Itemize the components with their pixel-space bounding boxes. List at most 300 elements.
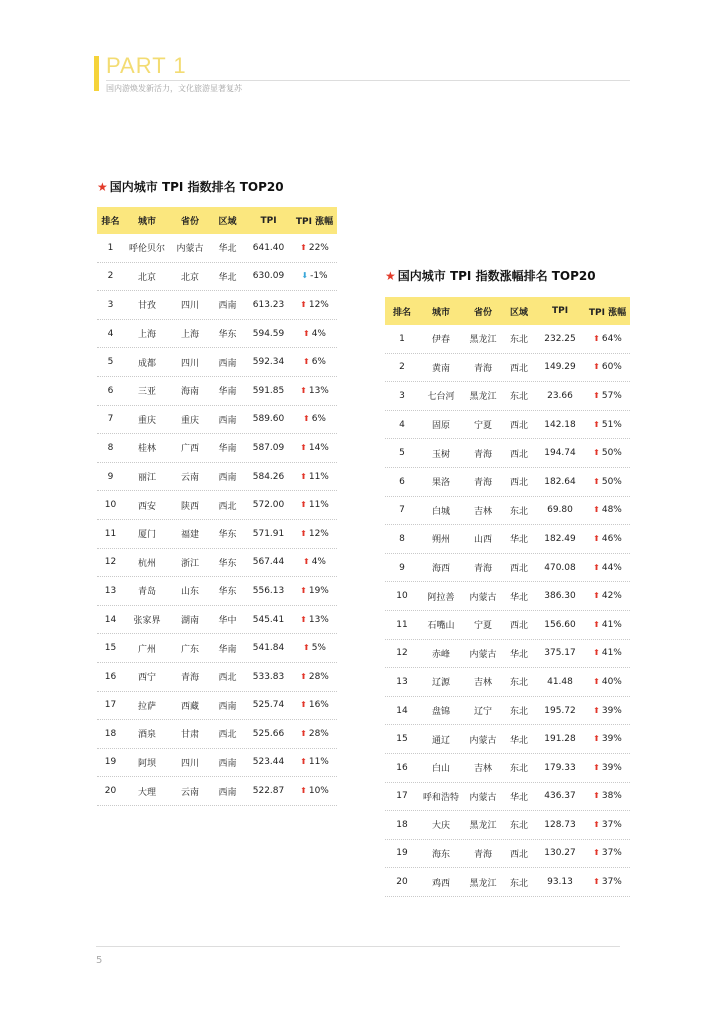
change-value: 51%: [601, 419, 622, 430]
change-value: 4%: [311, 557, 326, 568]
page-number: 5: [96, 955, 103, 966]
cell-region: 东北: [509, 506, 528, 517]
change-value: 22%: [308, 242, 329, 253]
cell-region: 华北: [509, 535, 528, 546]
arrow-up-icon: ⬆: [593, 734, 600, 744]
cell-rank: 9: [399, 562, 405, 573]
cell-province: 宁夏: [473, 421, 492, 432]
cell-region: 西南: [218, 758, 237, 769]
cell-province: 黑龙江: [469, 821, 497, 832]
cell-change: [585, 362, 630, 372]
cell-region: 西北: [509, 478, 528, 489]
cell-tpi: 567.44: [252, 557, 285, 568]
cell-tpi: 142.18: [544, 419, 576, 430]
cell-tpi: 592.34: [252, 357, 285, 368]
cell-rank: 14: [104, 614, 117, 625]
cell-region: 西北: [218, 730, 237, 741]
change-value: 6%: [311, 414, 326, 425]
cell-province: 内蒙古: [469, 735, 497, 746]
cell-region: 华东: [218, 330, 237, 341]
cell-province: 云南: [180, 787, 199, 798]
change-value: 6%: [311, 357, 326, 368]
cell-province: 吉林: [473, 506, 492, 517]
cell-rank: 13: [104, 585, 117, 596]
change-value: 64%: [601, 333, 622, 344]
cell-region: 东北: [509, 678, 528, 689]
cell-tpi: 525.74: [252, 700, 285, 711]
change-value: 39%: [601, 705, 622, 716]
cell-change: [585, 648, 630, 658]
table-row: [97, 634, 337, 663]
cell-change: [585, 677, 630, 687]
change-value: 42%: [601, 591, 622, 602]
cell-region: 西北: [509, 363, 528, 374]
cell-change: [585, 420, 630, 430]
cell-region: 华东: [218, 587, 237, 598]
table-row: [97, 663, 337, 692]
cell-region: 西北: [218, 673, 237, 684]
arrow-up-icon: ⬆: [593, 362, 600, 372]
cell-tpi: 572.00: [252, 500, 285, 511]
change-value: 41%: [601, 619, 622, 630]
cell-city: 成都: [137, 358, 156, 369]
change-value: 12%: [308, 299, 329, 310]
part-label: PART 1: [106, 53, 187, 78]
table-row: [385, 525, 630, 554]
column-header: 排名: [101, 217, 120, 227]
table-row: [385, 611, 630, 640]
cell-rank: 7: [107, 414, 114, 425]
cell-change: [292, 786, 337, 796]
cell-tpi: 128.73: [544, 819, 576, 830]
change-value: 46%: [601, 533, 622, 544]
cell-region: 华北: [509, 592, 528, 603]
cell-change: [585, 820, 630, 830]
arrow-up-icon: ⬆: [303, 357, 310, 367]
cell-tpi: 613.23: [252, 299, 285, 310]
cell-rank: 18: [396, 819, 408, 830]
cell-rank: 9: [107, 471, 114, 482]
cell-change: [585, 877, 630, 887]
arrow-up-icon: ⬆: [300, 528, 307, 538]
change-value: 28%: [308, 728, 329, 739]
cell-city: 盘锦: [431, 707, 450, 718]
cell-change: [585, 763, 630, 773]
arrow-up-icon: ⬆: [300, 442, 307, 452]
section-subtitle: 国内游焕发新活力，文化旅游显著复苏: [106, 84, 242, 93]
cell-city: 杭州: [137, 558, 156, 569]
cell-change: [292, 386, 337, 396]
cell-city: 果洛: [431, 478, 450, 489]
cell-rank: 14: [396, 705, 408, 716]
cell-province: 内蒙古: [176, 244, 204, 255]
arrow-up-icon: ⬆: [593, 333, 600, 343]
cell-city: 西安: [137, 501, 156, 512]
cell-tpi: 191.28: [544, 734, 576, 745]
cell-city: 海东: [431, 849, 450, 860]
change-value: 40%: [601, 676, 622, 687]
cell-province: 重庆: [180, 415, 199, 426]
cell-rank: 13: [396, 676, 408, 687]
footer-divider: [96, 946, 620, 947]
cell-change: [585, 791, 630, 801]
cell-province: 福建: [180, 530, 199, 541]
cell-region: 西北: [509, 564, 528, 575]
cell-province: 山西: [473, 535, 492, 546]
cell-province: 西藏: [180, 701, 199, 712]
arrow-up-icon: ⬆: [593, 562, 600, 572]
cell-city: 上海: [137, 330, 156, 341]
star-icon: ★: [97, 180, 108, 194]
arrow-up-icon: ⬆: [593, 591, 600, 601]
cell-change: [585, 620, 630, 630]
change-value: 50%: [601, 476, 622, 487]
table-row: [97, 291, 337, 320]
table-row: [97, 577, 337, 606]
cell-region: 华南: [218, 644, 237, 655]
arrow-up-icon: ⬆: [300, 728, 307, 738]
cell-city: 桂林: [137, 444, 156, 455]
cell-rank: 18: [104, 728, 117, 739]
table-row: [97, 491, 337, 520]
header-divider: [106, 80, 630, 81]
cell-city: 大理: [137, 787, 156, 798]
cell-region: 西南: [218, 701, 237, 712]
cell-province: 吉林: [473, 764, 492, 775]
change-value: 11%: [308, 500, 329, 511]
arrow-up-icon: ⬆: [300, 585, 307, 595]
cell-change: [585, 734, 630, 744]
cell-province: 内蒙古: [469, 649, 497, 660]
cell-city: 厦门: [137, 530, 156, 541]
table2-title-text: 国内城市 TPI 指数涨幅排名 TOP20: [397, 269, 596, 283]
arrow-up-icon: ⬆: [300, 757, 307, 767]
cell-city: 西宁: [137, 673, 156, 684]
cell-city: 阿拉善: [427, 592, 455, 603]
cell-tpi: 182.64: [544, 476, 576, 487]
cell-tpi: 533.83: [252, 671, 285, 682]
table-row: [385, 697, 630, 726]
cell-change: [292, 443, 337, 453]
change-value: 50%: [601, 448, 622, 459]
column-header: 区域: [218, 217, 237, 227]
cell-province: 上海: [180, 330, 199, 341]
cell-change: [585, 534, 630, 544]
cell-change: [585, 334, 630, 344]
change-value: 10%: [308, 786, 329, 797]
cell-city: 通辽: [431, 735, 450, 746]
cell-city: 鸡西: [431, 878, 450, 889]
cell-change: [292, 615, 337, 625]
cell-city: 呼和浩特: [422, 792, 459, 803]
arrow-up-icon: ⬆: [300, 242, 307, 252]
cell-rank: 5: [107, 357, 114, 368]
cell-region: 西北: [509, 449, 528, 460]
arrow-up-icon: ⬆: [593, 676, 600, 686]
cell-city: 石嘴山: [427, 621, 455, 632]
column-header: TPI 涨幅: [588, 307, 627, 318]
cell-tpi: 522.87: [252, 786, 285, 797]
cell-tpi: 41.48: [547, 676, 573, 687]
cell-region: 华南: [218, 444, 237, 455]
arrow-up-icon: ⬆: [593, 533, 600, 543]
cell-city: 七台河: [427, 392, 455, 403]
cell-city: 酒泉: [137, 730, 156, 741]
cell-tpi: 584.26: [252, 471, 285, 482]
cell-city: 拉萨: [137, 701, 156, 712]
table-row: [385, 868, 630, 897]
cell-tpi: 525.66: [252, 728, 285, 739]
cell-city: 白山: [431, 764, 450, 775]
cell-province: 黑龙江: [469, 335, 497, 346]
change-value: 39%: [601, 762, 622, 773]
change-value: 37%: [601, 877, 622, 888]
cell-region: 华北: [509, 792, 528, 803]
cell-rank: 3: [107, 299, 114, 310]
table-row: [97, 720, 337, 749]
cell-province: 广西: [180, 444, 199, 455]
arrow-up-icon: ⬆: [593, 419, 600, 429]
cell-province: 青海: [473, 564, 492, 575]
table-row: [385, 411, 630, 440]
table-row: [97, 463, 337, 492]
cell-tpi: 594.59: [252, 328, 285, 339]
cell-tpi: 470.08: [544, 562, 576, 573]
table-row: [97, 263, 337, 292]
cell-province: 山东: [180, 587, 199, 598]
table-row: [385, 582, 630, 611]
change-value: 60%: [601, 362, 622, 373]
cell-change: [585, 563, 630, 573]
cell-rank: 10: [396, 591, 408, 602]
table-row: [97, 434, 337, 463]
table-row: [97, 777, 337, 806]
change-value: 13%: [308, 614, 329, 625]
arrow-up-icon: ⬆: [300, 500, 307, 510]
table-row: [97, 749, 337, 778]
cell-rank: 11: [396, 619, 408, 630]
column-header: 区域: [509, 307, 528, 318]
cell-province: 陕西: [180, 501, 199, 512]
cell-change: [292, 357, 337, 367]
cell-tpi: 523.44: [252, 757, 285, 768]
cell-province: 内蒙古: [469, 792, 497, 803]
cell-city: 北京: [137, 272, 156, 283]
cell-change: [292, 529, 337, 539]
table-row: [385, 840, 630, 869]
cell-rank: 2: [107, 271, 114, 282]
cell-city: 赤峰: [431, 649, 450, 660]
cell-city: 海西: [431, 564, 450, 575]
cell-city: 固原: [431, 421, 450, 432]
cell-change: [292, 243, 337, 253]
cell-tpi: 571.91: [252, 528, 285, 539]
change-value: 14%: [308, 442, 329, 453]
cell-change: [292, 414, 337, 424]
cell-region: 东北: [509, 335, 528, 346]
table-header-row: [385, 297, 630, 325]
cell-rank: 4: [399, 419, 405, 430]
table-row: [385, 439, 630, 468]
cell-tpi: 589.60: [252, 414, 285, 425]
table-row: [97, 234, 337, 263]
change-value: 38%: [601, 791, 622, 802]
change-value: -1%: [310, 271, 328, 282]
change-value: 44%: [601, 562, 622, 573]
cell-tpi: 195.72: [544, 705, 576, 716]
cell-rank: 20: [396, 877, 408, 888]
arrow-down-icon: ⬇: [301, 271, 309, 281]
cell-rank: 16: [396, 762, 408, 773]
change-value: 37%: [601, 819, 622, 830]
arrow-up-icon: ⬆: [593, 762, 600, 772]
cell-region: 东北: [509, 878, 528, 889]
cell-province: 青海: [473, 449, 492, 460]
cell-region: 华中: [218, 616, 237, 627]
cell-rank: 6: [107, 385, 114, 396]
table-row: [97, 348, 337, 377]
cell-city: 朔州: [431, 535, 450, 546]
table2-title: [385, 268, 596, 284]
table-row: [385, 668, 630, 697]
cell-city: 伊春: [431, 335, 450, 346]
cell-rank: 3: [399, 390, 405, 401]
header-accent-bar: [94, 56, 99, 91]
arrow-up-icon: ⬆: [303, 643, 310, 653]
arrow-up-icon: ⬆: [593, 648, 600, 658]
cell-change: [292, 672, 337, 682]
table2: [385, 297, 630, 897]
arrow-up-icon: ⬆: [593, 448, 600, 458]
change-value: 39%: [601, 734, 622, 745]
cell-province: 北京: [180, 272, 199, 283]
arrow-up-icon: ⬆: [593, 619, 600, 629]
table-row: [385, 754, 630, 783]
cell-tpi: 156.60: [544, 619, 576, 630]
table-row: [97, 406, 337, 435]
cell-city: 丽江: [137, 473, 156, 484]
cell-change: [585, 391, 630, 401]
cell-rank: 12: [104, 557, 117, 568]
cell-province: 云南: [180, 473, 199, 484]
table-header-row: [97, 207, 337, 234]
cell-city: 张家界: [133, 616, 161, 627]
change-value: 11%: [308, 757, 329, 768]
cell-province: 四川: [180, 358, 199, 369]
cell-tpi: 69.80: [547, 505, 573, 516]
cell-region: 华北: [509, 649, 528, 660]
table-row: [97, 377, 337, 406]
cell-city: 辽源: [431, 678, 450, 689]
arrow-up-icon: ⬆: [300, 671, 307, 681]
cell-rank: 4: [107, 328, 114, 339]
cell-change: [585, 448, 630, 458]
table-row: [385, 811, 630, 840]
change-value: 11%: [308, 471, 329, 482]
arrow-up-icon: ⬆: [303, 557, 310, 567]
arrow-up-icon: ⬆: [593, 476, 600, 486]
cell-rank: 17: [104, 700, 117, 711]
cell-province: 青海: [473, 849, 492, 860]
cell-rank: 8: [399, 533, 405, 544]
cell-change: [292, 472, 337, 482]
cell-city: 大庆: [431, 821, 450, 832]
change-value: 16%: [308, 700, 329, 711]
cell-province: 广东: [180, 644, 199, 655]
arrow-up-icon: ⬆: [300, 700, 307, 710]
cell-province: 青海: [473, 363, 492, 374]
cell-tpi: 149.29: [544, 362, 576, 373]
cell-city: 青岛: [137, 587, 156, 598]
change-value: 37%: [601, 848, 622, 859]
arrow-up-icon: ⬆: [593, 390, 600, 400]
cell-region: 西北: [509, 621, 528, 632]
table-row: [385, 640, 630, 669]
cell-tpi: 375.17: [544, 648, 576, 659]
cell-region: 东北: [509, 707, 528, 718]
cell-change: [585, 706, 630, 716]
cell-tpi: 130.27: [544, 848, 576, 859]
column-header: 省份: [473, 307, 492, 318]
table-row: [97, 520, 337, 549]
change-value: 48%: [601, 505, 622, 516]
arrow-up-icon: ⬆: [303, 414, 310, 424]
table1-title: [97, 179, 284, 195]
cell-rank: 8: [107, 442, 114, 453]
cell-province: 甘肃: [180, 730, 199, 741]
cell-tpi: 436.37: [544, 791, 576, 802]
cell-rank: 19: [104, 757, 117, 768]
table-row: [97, 692, 337, 721]
cell-city: 广州: [137, 644, 156, 655]
cell-rank: 19: [396, 848, 408, 859]
cell-city: 重庆: [137, 415, 156, 426]
cell-tpi: 179.33: [544, 762, 576, 773]
cell-rank: 12: [396, 648, 408, 659]
arrow-up-icon: ⬆: [300, 614, 307, 624]
cell-province: 海南: [180, 387, 199, 398]
cell-tpi: 587.09: [252, 442, 285, 453]
table1: [97, 207, 337, 806]
column-header: 省份: [180, 217, 199, 227]
cell-tpi: 630.09: [252, 271, 285, 282]
cell-region: 华北: [218, 244, 237, 255]
arrow-up-icon: ⬆: [593, 819, 600, 829]
cell-province: 黑龙江: [469, 392, 497, 403]
column-header: TPI: [260, 215, 277, 226]
cell-change: [585, 848, 630, 858]
arrow-up-icon: ⬆: [303, 328, 310, 338]
cell-tpi: 93.13: [547, 877, 573, 888]
cell-change: [292, 557, 337, 567]
cell-change: [292, 757, 337, 767]
cell-region: 华东: [218, 530, 237, 541]
cell-tpi: 556.13: [252, 585, 285, 596]
cell-region: 华东: [218, 558, 237, 569]
table-row: [385, 554, 630, 583]
change-value: 57%: [601, 390, 622, 401]
arrow-up-icon: ⬆: [593, 505, 600, 515]
change-value: 41%: [601, 648, 622, 659]
cell-province: 青海: [180, 673, 199, 684]
arrow-up-icon: ⬆: [593, 705, 600, 715]
column-header: 城市: [431, 307, 450, 318]
change-value: 12%: [308, 528, 329, 539]
cell-city: 玉树: [431, 449, 450, 460]
change-value: 5%: [311, 643, 326, 654]
table-row: [385, 497, 630, 526]
cell-tpi: 641.40: [252, 242, 285, 253]
